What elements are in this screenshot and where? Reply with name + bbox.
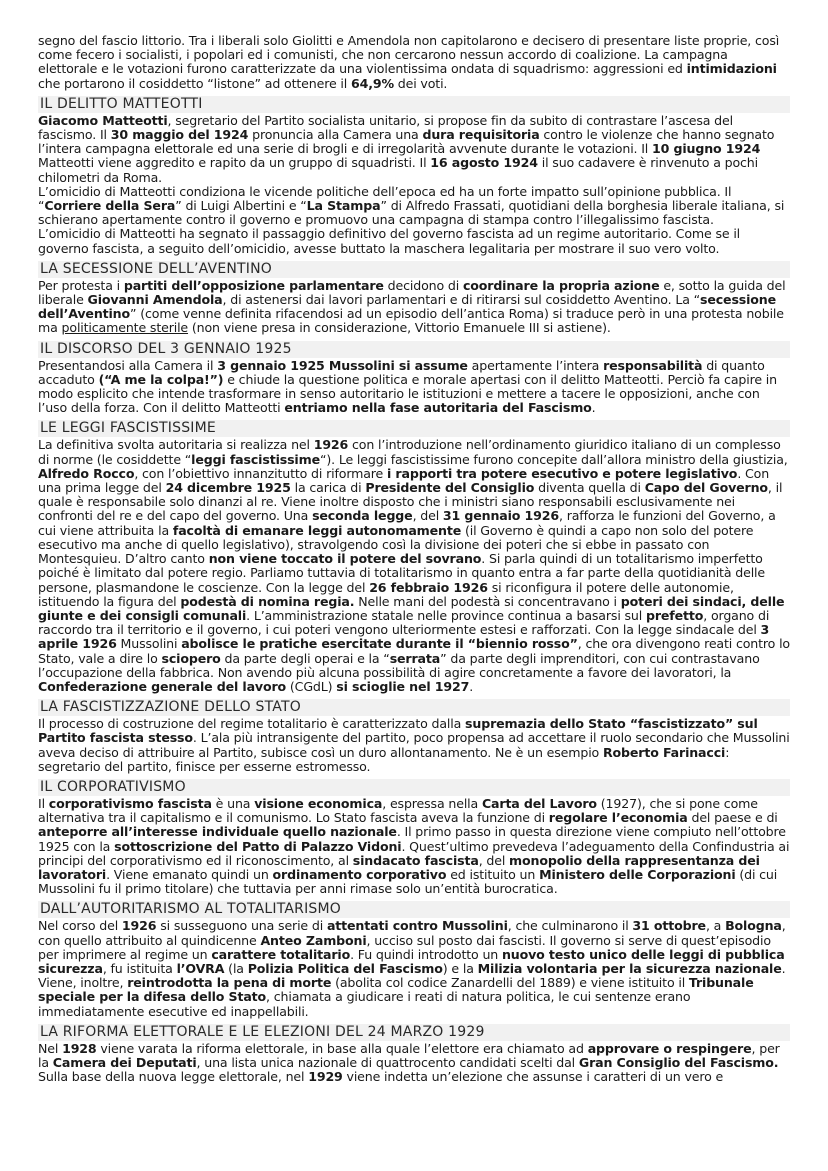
text-run: , rafforza le funzioni del Governo, a cui viene attribuita la <box>38 508 776 538</box>
text-run: Presentandosi alla Camera il <box>38 357 218 373</box>
bold-text: attentati contro Mussolini <box>326 918 508 934</box>
text-run: Il <box>38 795 49 811</box>
bold-text: 31 ottobre <box>632 918 706 934</box>
bold-text: 1929 <box>308 1069 343 1085</box>
text-run: , con l’obiettivo innanzitutto di riformare <box>134 465 388 481</box>
bold-text: reintrodotta la pena di morte <box>127 975 332 991</box>
bold-text: i rapporti tra potere esecutivo e potere legislativo <box>387 465 738 481</box>
text-run: . L’ala più intransigente del partito, poco propensa ad accettare il ruolo secondario che Mussolini aveva deciso di attribuire al Partito, subisce così un duro allontanamento. Ne è un esempio <box>38 730 790 760</box>
bold-text: non viene toccato il potere del sovrano <box>208 551 482 567</box>
bold-text: La Stampa <box>306 198 381 214</box>
bold-text: nuovo testo unico delle leggi di pubblica sicurezza <box>38 946 785 976</box>
text-run: La definitiva svolta autoritaria si realizza nel <box>38 437 314 453</box>
text-run: , di astenersi dai lavori parlamentari e di ritirarsi sul cosiddetto Aventino. La “ <box>222 292 700 308</box>
bold-text: l’OVRA <box>176 960 225 976</box>
text-run: Nel <box>38 1040 63 1056</box>
bold-text: podestà di nomina regia. <box>180 593 355 609</box>
bold-text: partiti dell’opposizione parlamentare <box>123 277 384 293</box>
bold-text: 1926 <box>121 918 157 934</box>
bold-text: 64,9% <box>350 75 394 91</box>
text-run: , fu istituita <box>102 960 177 976</box>
bold-text: secessione dell’Aventino <box>38 292 777 322</box>
text-run: Nel corso del <box>38 918 122 934</box>
underlined-text: politicamente sterile <box>61 320 189 336</box>
bold-text: serrata <box>389 650 441 666</box>
section-heading: IL DELITTO MATTEOTTI <box>38 96 790 113</box>
text-run: . L’amministrazione statale nelle province continua a basarsi sul <box>246 607 646 623</box>
bold-text: intimidazioni <box>686 61 777 77</box>
paragraph <box>38 227 790 255</box>
text-run: Sulla base della nuova legge elettorale, nel <box>38 1069 309 1085</box>
section <box>38 261 790 336</box>
text-run: , ucciso sul posto dai fascisti. Il governo si serve di quest’episodio per imprimere al regime un <box>38 932 771 962</box>
bold-text: 30 maggio del 1924 <box>110 127 249 143</box>
text-run: la carica di <box>290 480 366 496</box>
text-run: ) e la <box>442 960 478 976</box>
bold-text: si scioglie nel 1927 <box>336 678 470 694</box>
text-run: (non viene presa in considerazione, Vittorio Emanuele III si astiene). <box>188 320 611 336</box>
bold-text: sciopero <box>161 650 221 666</box>
text-run: Per protesta i <box>38 277 124 293</box>
section-heading: LA RIFORMA ELETTORALE E LE ELEZIONI DEL 24 MARZO 1929 <box>38 1024 790 1041</box>
section <box>38 34 790 91</box>
bold-text: 1926 <box>313 437 349 453</box>
text-run: segno del fascio littorio. Tra i liberali solo Giolitti e Amendola non capitolarono e decisero di presentare liste proprie, così come fecero i socialisti, i popolari ed i comunisti, che non cercarono nessun accordo di coalizione. La campagna elettorale e le votazioni furono caratterizzate da una violentissima ondata di squadrismo: aggressioni ed <box>38 33 780 77</box>
paragraph <box>38 279 790 336</box>
bold-text: prefetto <box>645 607 704 623</box>
bold-text: responsabilità <box>603 357 703 373</box>
text-run: , del <box>412 508 443 524</box>
section <box>38 779 790 896</box>
paragraph <box>38 1042 790 1085</box>
paragraph <box>38 438 790 694</box>
text-run: viene varata la riforma elettorale, in base alla quale l’elettore era chiamato ad <box>96 1040 588 1056</box>
text-run: con l’introduzione nell’ordinamento giuridico italiano di un complesso di norme (le cosiddette “ <box>38 437 781 467</box>
bold-text: approvare o respingere <box>587 1040 752 1056</box>
text-run: ” (come venne definita rifacendosi ad un episodio dell’antica Roma) si traduce però in una protesta nobile ma <box>38 306 784 336</box>
section <box>38 420 790 694</box>
bold-text: 1928 <box>62 1040 97 1056</box>
text-run: (la <box>224 960 248 976</box>
text-run: si riconfigura il potere delle autonomie, istituendo la figura del <box>38 579 734 609</box>
bold-text: entriamo nella fase autoritaria del Fascismo <box>284 400 592 416</box>
bold-text: seconda legge <box>312 508 413 524</box>
text-run: di quanto accaduto <box>38 357 765 387</box>
text-run: . Con una prima legge del <box>38 465 770 496</box>
bold-text: 16 agosto 1924 <box>430 155 538 171</box>
bold-text: Gran Consiglio del Fascismo. <box>578 1054 779 1070</box>
text-run: pronuncia alla Camera una <box>248 127 423 143</box>
text-run: apertamente l’intera <box>467 357 604 373</box>
text-run: , segretario del Partito socialista unitario, si propose fin da subito di contrastare l’ascesa del fascismo. Il <box>38 112 733 143</box>
text-run: del paese e di <box>687 810 778 826</box>
section-heading: LA FASCISTIZZAZIONE DELLO STATO <box>38 699 790 716</box>
text-run: si susseguono una serie di <box>156 918 327 934</box>
bold-text: Tribunale speciale per la difesa dello Stato <box>38 975 754 1005</box>
bold-text: 10 giugno 1924 <box>652 141 761 157</box>
text-run: , chiamata a giudicare i reati di natura politica, le cui sentenze erano immediatamente esecutive ed inappellabili. <box>38 989 691 1019</box>
bold-text: leggi fascistissime <box>191 451 320 467</box>
bold-text: Carta del Lavoro <box>481 795 597 811</box>
text-run: (di cui Mussolini fu il primo titolare) che tuttavia per anni rimase solo un’entità burocratica. <box>38 866 778 897</box>
document-page <box>38 34 790 1084</box>
paragraph <box>38 919 790 1018</box>
text-run: , con quello attribuito al quindicenne <box>38 918 786 948</box>
section <box>38 96 790 256</box>
text-run: , che culminarono il <box>507 918 633 934</box>
bold-text: 26 febbraio 1926 <box>369 579 488 595</box>
bold-text: abolisce le pratiche esercitate durante il “biennio rosso” <box>181 636 578 652</box>
text-run: , organo di raccordo tra il territorio e il governo, i cui poteri vengono ulteriormente estesi e rafforzati. Con la legge sindacale del <box>38 607 770 638</box>
bold-text: coordinare la propria azione <box>462 277 660 293</box>
bold-text: Corriere della Sera <box>44 198 176 214</box>
text-run: , del <box>478 852 510 868</box>
paragraph <box>38 34 790 91</box>
text-run: ed istituito un <box>446 866 540 882</box>
text-run: e, sotto la guida del liberale <box>38 277 786 308</box>
bold-text: Giacomo Matteotti <box>38 112 168 128</box>
text-run: dei voti. <box>393 75 448 91</box>
text-run: (CGdL) <box>286 678 337 694</box>
bold-text: poteri dei sindaci, delle giunte e dei consigli comunali <box>38 593 785 623</box>
text-run: (1927), che si pone come alternativa tra il capitalismo e il comunismo. Lo Stato fascista aveva la funzione di <box>38 795 758 826</box>
text-run: Nelle mani del podestà si concentravano i <box>354 593 621 609</box>
bold-text: sindacato fascista <box>352 852 479 868</box>
bold-text: Polizia Politica del Fascismo <box>247 960 443 976</box>
text-run: ” di Luigi Albertini e “ <box>175 198 307 214</box>
bold-text: sottoscrizione del Patto di Palazzo Vidoni <box>114 838 402 854</box>
paragraph <box>38 717 790 774</box>
paragraph <box>38 359 790 416</box>
text-run: decidono di <box>383 277 463 293</box>
section <box>38 699 790 774</box>
text-run: ” di Alfredo Frassati, quotidiani della borghesia liberale italiana, si schierano apertamente contro il governo e promuovo una campagna di stampa contro l’illegalissimo fascista. <box>38 198 785 228</box>
bold-text: 31 gennaio 1926 <box>442 508 559 524</box>
bold-text: 3 gennaio 1925 Mussolini si assume <box>217 357 468 373</box>
text-run: diventa quella di <box>534 480 645 496</box>
text-run: , che ora divengono reati contro lo Stato, vale a dire lo <box>38 636 790 666</box>
section <box>38 1024 790 1085</box>
text-run: . Viene, inoltre, <box>38 960 786 991</box>
text-run: L’omicidio di Matteotti ha segnato il passaggio definitivo del governo fascista ad un regime autoritario. Come se il governo fascista, a seguito dell’omicidio, avesse buttato la maschera legalitaria per mostrare il suo vero volto. <box>38 226 741 256</box>
section-heading: LA SECESSIONE DELL’AVENTINO <box>38 261 790 278</box>
paragraph <box>38 185 790 228</box>
text-run: , il quale è responsabile solo dinanzi al re. Viene inoltre disposto che i ministri siano responsabili esclusivamente nei confronti del re e del capo del governo. Una <box>38 480 783 524</box>
text-run: . Fu quindi introdotto un <box>350 946 502 962</box>
bold-text: Bologna <box>725 918 782 934</box>
bold-text: regolare l’economia <box>548 810 688 826</box>
bold-text: visione economica <box>254 795 383 811</box>
bold-text: Ministero delle Corporazioni <box>539 866 736 882</box>
bold-text: facoltà di emanare leggi autonomamente <box>172 522 462 538</box>
text-run: Il processo di costruzione del regime totalitario è caratterizzato dalla <box>38 716 466 732</box>
section <box>38 341 790 416</box>
text-run: Mussolini <box>116 636 182 652</box>
text-run: , una lista unica nazionale di quattrocento candidati scelti dal <box>196 1054 579 1070</box>
bold-text: Camera dei Deputati <box>52 1054 197 1070</box>
bold-text: Milizia volontaria per la sicurezza nazionale <box>477 960 782 976</box>
text-run: (abolita col codice Zanardelli del 1889) e viene istituito il <box>331 975 689 991</box>
text-run: . Viene emanato quindi un <box>106 866 273 882</box>
bold-text: Capo del Governo <box>644 480 768 496</box>
text-run: . Il primo passo in questa direzione viene compiuto nell’ottobre 1925 con la <box>38 824 786 854</box>
text-run: Matteotti viene aggredito e rapito da un gruppo di squadristi. Il <box>38 155 431 171</box>
section-heading: LE LEGGI FASCISTISSIME <box>38 420 790 437</box>
bold-text: anteporre all’interesse individuale quello nazionale <box>38 824 397 840</box>
bold-text: Alfredo Rocco <box>38 465 135 481</box>
text-run: , espressa nella <box>382 795 482 811</box>
bold-text: carattere totalitario <box>211 946 351 962</box>
section-heading: IL CORPORATIVISMO <box>38 779 790 796</box>
text-run: . Si parla quindi di un totalitarismo imperfetto poiché è limitato dal potere regio. Parliamo tuttavia di totalitarismo in quanto entra a far parte della quotidianità delle persone, plasmandone le coscienze. Con la legge del <box>38 551 765 595</box>
bold-text: (“A me la colpa!”) <box>98 371 224 387</box>
bold-text: corporativismo fascista <box>48 795 212 811</box>
bold-text: monopolio della rappresentanza dei lavoratori <box>38 852 760 882</box>
text-run: da parte degli operai e la “ <box>220 650 390 666</box>
bold-text: Confederazione generale del lavoro <box>38 678 287 694</box>
bold-text: 24 dicembre 1925 <box>165 480 291 496</box>
bold-text: Anteo Zamboni <box>260 932 367 948</box>
section <box>38 901 790 1018</box>
text-run: . <box>469 678 474 694</box>
text-run: : segretario del partito, finisce per esserne estromesso. <box>38 744 730 774</box>
paragraph <box>38 114 790 185</box>
bold-text: dura requisitoria <box>422 127 540 143</box>
text-run: contro le violenze che hanno segnato l’intera campagna elettorale ed una serie di brogli e di irregolarità avvenute durante le votazioni. Il <box>38 127 775 157</box>
paragraph <box>38 797 790 896</box>
bold-text: Roberto Farinacci <box>602 744 726 760</box>
text-run: che portarono il cosiddetto “listone” ad ottenere il <box>38 75 351 91</box>
text-run: L’omicidio di Matteotti condiziona le vicende politiche dell’epoca ed ha un forte impatto sull’opinione pubblica. Il “ <box>38 183 732 214</box>
text-run: . <box>591 400 596 416</box>
bold-text: supremazia dello Stato “fascistizzato” sul Partito fascista stesso <box>38 716 758 746</box>
text-run: il suo cadavere è rinvenuto a pochi chilometri da Roma. <box>38 155 758 185</box>
bold-text: Presidente del Consiglio <box>365 480 535 496</box>
section-heading: IL DISCORSO DEL 3 GENNAIO 1925 <box>38 341 790 358</box>
bold-text: Giovanni Amendola <box>87 292 223 308</box>
text-run: viene indetta un’elezione che assunse i caratteri di un vero e <box>342 1069 724 1085</box>
text-run: e chiude la questione politica e morale apertasi con il delitto Matteotti. Perciò fa capire in modo esplicito che intende trasformare in senso autoritario le istituzioni e mettere a tacere le opposizioni, anche con l’uso della forza. Con il delitto Matteotti <box>38 371 777 416</box>
text-run: ” da parte degli imprenditori, con cui contrastavano l’occupazione della fabbrica. Non avendo più alcuna possibilità di agire concretamente a favore dei lavoratori, la <box>38 650 760 680</box>
section-heading: DALL’AUTORITARISMO AL TOTALITARISMO <box>38 901 790 918</box>
bold-text: ordinamento corporativo <box>272 866 447 882</box>
bold-text: 3 aprile 1926 <box>38 622 770 652</box>
text-run: , a <box>705 918 726 934</box>
text-run: , per la <box>38 1040 780 1070</box>
text-run: (il Governo è quindi a capo non solo del potere esecutivo ma anche di quello legislativo), stravolgendo così la divisione dei poteri che si ebbe in passato con Montesquieu. D’altro canto <box>38 522 754 567</box>
text-run: è una <box>211 795 255 811</box>
text-run: “). Le leggi fascistissime furono concepite dall’allora ministro della giustizia, <box>319 451 788 467</box>
text-run: . Quest’ultimo prevedeva l’adeguamento della Confindustria ai principi del corporativismo ed il riconoscimento, al <box>38 838 790 868</box>
